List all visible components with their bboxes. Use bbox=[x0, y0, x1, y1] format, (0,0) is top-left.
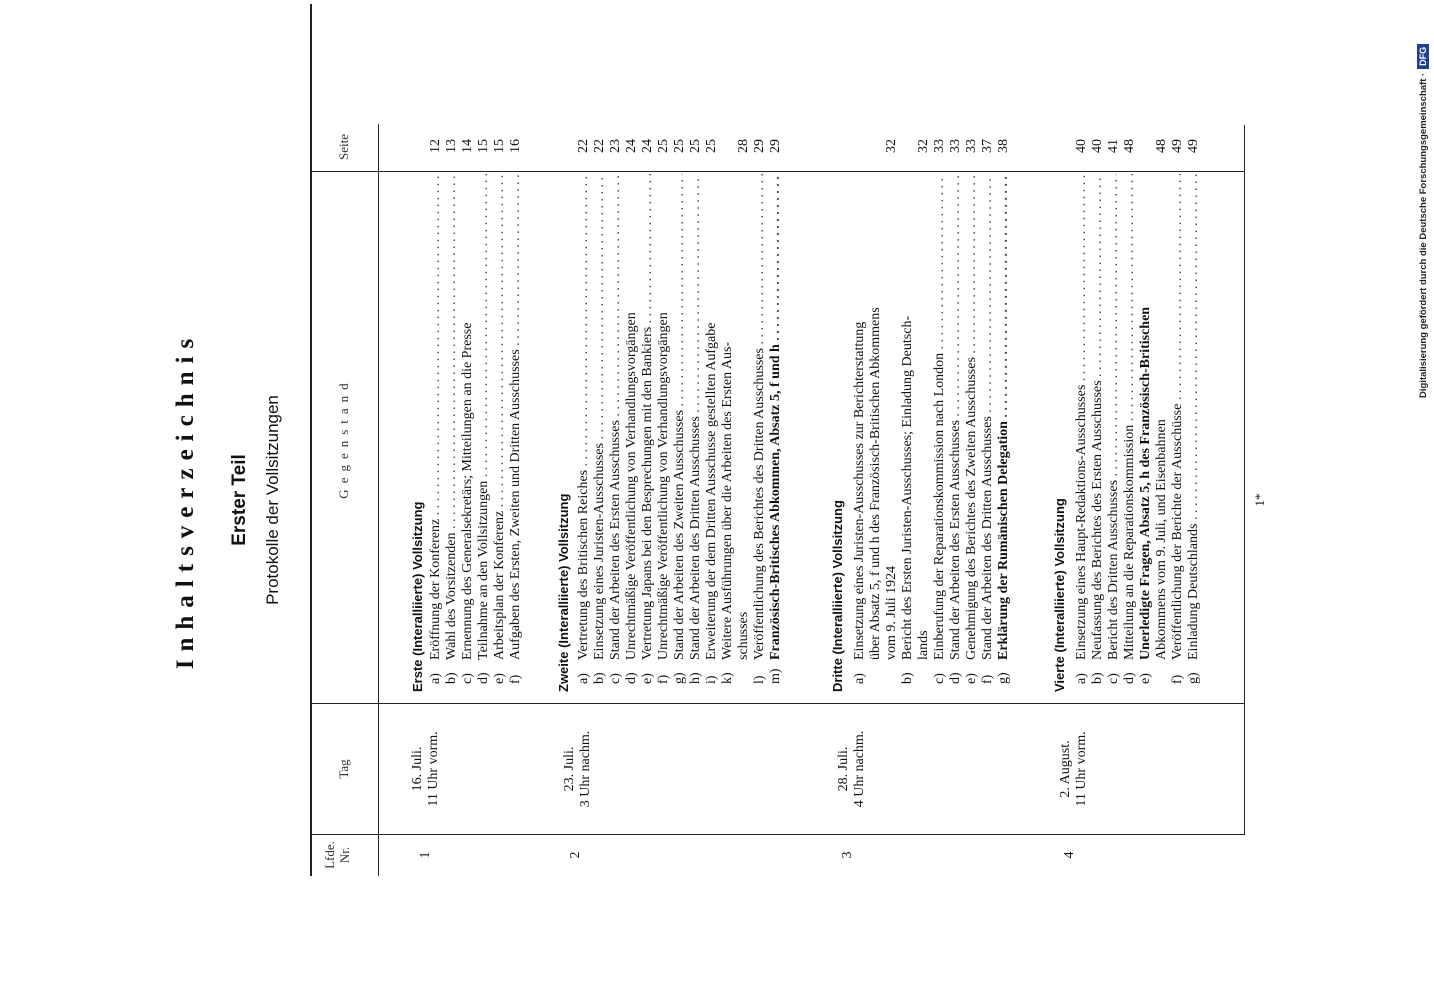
item-letter: f) bbox=[656, 674, 671, 684]
page-number: 25 bbox=[704, 139, 719, 153]
list-item bbox=[576, 174, 593, 684]
item-text: Unrechtmäßige Veröffentlichung von Verhandlungsvorgängen bbox=[656, 312, 671, 660]
col-divider-1 bbox=[310, 834, 1245, 835]
page-number: 37 bbox=[980, 139, 995, 153]
item-text: Genehmigung des Berichtes des Zweiten Ausschusses . . . bbox=[964, 174, 981, 660]
item-text: Erklärung der Rumänischen Delegation . . . bbox=[996, 174, 1013, 660]
session-2-date: 23. Juli. bbox=[562, 746, 577, 792]
page-number: 15 bbox=[492, 139, 507, 153]
part-subtitle: Protokolle der Vollsitzungen bbox=[263, 395, 282, 605]
page-number: 48 bbox=[1154, 139, 1169, 153]
list-item bbox=[752, 174, 769, 684]
page-number: 14 bbox=[460, 139, 475, 153]
list-item bbox=[1138, 174, 1155, 684]
list-item bbox=[1122, 174, 1139, 684]
item-letter: l) bbox=[752, 675, 767, 684]
col-header-seite: Seite bbox=[336, 134, 351, 160]
item-text: Eröffnung der Konferenz . . . bbox=[428, 174, 445, 660]
session-4-date: 2. August. bbox=[1058, 740, 1073, 798]
table-header-rule bbox=[378, 124, 379, 876]
page-number: 40 bbox=[1074, 139, 1089, 153]
item-letter: i) bbox=[704, 675, 719, 684]
session-4-title: Vierte (Interalliierte) Vollsitzung bbox=[1052, 498, 1067, 692]
session-3-title: Dritte (Interalliierte) Vollsitzung bbox=[830, 500, 845, 692]
session-4-nr: 4 bbox=[1062, 851, 1077, 859]
col-divider-3 bbox=[310, 171, 1245, 172]
item-letter: h) bbox=[688, 672, 703, 684]
page-number: 25 bbox=[672, 139, 687, 153]
list-item bbox=[508, 174, 525, 684]
session-3-time: 4 Uhr nachm. bbox=[852, 730, 867, 808]
list-item bbox=[1170, 174, 1187, 684]
page-number: 25 bbox=[688, 139, 703, 153]
page-number: 29 bbox=[768, 139, 783, 153]
page-number: 49 bbox=[1186, 139, 1201, 153]
session-4-time: 11 Uhr vorm. bbox=[1074, 731, 1089, 807]
page-number: 22 bbox=[576, 139, 591, 153]
item-letter: f) bbox=[1170, 674, 1185, 684]
item-text: Einsetzung eines Juristen-Ausschusses zur Berichterstattung bbox=[852, 321, 867, 660]
item-text: Veröffentlichung der Berichte der Ausschüsse . . . bbox=[1170, 174, 1187, 660]
item-letter: e) bbox=[1138, 673, 1153, 684]
session-2-title: Zweite (Interalliierte) Vollsitzung bbox=[556, 493, 571, 692]
page-number: 16 bbox=[508, 139, 523, 153]
page-number: 49 bbox=[1170, 139, 1185, 153]
item-letter: a) bbox=[1074, 673, 1089, 684]
item-text: Erweiterung der dem Dritten Ausschusse gestellten Aufgabe bbox=[704, 322, 719, 660]
item-letter: e) bbox=[640, 673, 655, 684]
page-number: 15 bbox=[476, 139, 491, 153]
list-item bbox=[964, 174, 981, 684]
item-text: Mitteilung an die Reparationskommission . . . bbox=[1122, 174, 1139, 660]
item-continuation: Abkommens vom 9. Juli, und Eisenbahnen bbox=[1154, 419, 1169, 660]
page-number: 40 bbox=[1090, 139, 1105, 153]
item-text: Französisch-Britisches Abkommen, Absatz 5, f und h . . . bbox=[768, 174, 785, 660]
session-3-date: 28. Juli. bbox=[836, 746, 851, 792]
page-number: 23 bbox=[608, 139, 623, 153]
item-text: Einberufung der Reparationskommission nach London . . . bbox=[932, 174, 949, 660]
page-number: 33 bbox=[932, 139, 947, 153]
session-1-nr: 1 bbox=[418, 851, 433, 859]
page-footnote: 1* bbox=[1252, 493, 1267, 507]
item-text: Aufgaben des Ersten, Zweiten und Dritten Ausschusses . . . bbox=[508, 174, 525, 660]
list-item bbox=[1106, 174, 1123, 684]
item-letter: c) bbox=[1106, 673, 1121, 684]
item-letter: m) bbox=[768, 668, 783, 684]
col-header-tag: Tag bbox=[336, 759, 351, 779]
table-bottom-rule bbox=[1244, 125, 1245, 835]
page-number: 32 bbox=[884, 139, 899, 153]
page-number: 25 bbox=[656, 139, 671, 153]
list-item bbox=[592, 174, 609, 684]
item-letter: k) bbox=[720, 672, 735, 684]
item-text: Stand der Arbeiten des Dritten Ausschusses . . . bbox=[688, 174, 705, 660]
page-number: 22 bbox=[592, 139, 607, 153]
session-1-title: Erste (Interalliierte) Vollsitzung bbox=[410, 501, 425, 692]
session-2-time: 3 Uhr nachm. bbox=[578, 730, 593, 808]
list-item bbox=[996, 174, 1013, 684]
item-text: Bericht des Ersten Juristen-Ausschusses; Einladung Deutsch- bbox=[900, 315, 915, 660]
col-header-gegenstand: Gegenstand bbox=[336, 377, 351, 499]
item-letter: g) bbox=[996, 672, 1011, 684]
item-text: Stand der Arbeiten des Zweiten Ausschusses . . . bbox=[672, 174, 689, 660]
list-item bbox=[852, 174, 869, 684]
session-2-nr: 2 bbox=[568, 851, 583, 859]
item-text: Teilnahme an den Vollsitzungen . . . bbox=[476, 174, 493, 660]
item-text: Ernennung des Generalsekretärs; Mitteilungen an die Presse bbox=[460, 322, 475, 660]
list-item bbox=[492, 174, 509, 684]
item-text: Wahl des Vorsitzenden . . . bbox=[444, 174, 461, 660]
item-continuation: über Absatz 5, f und h des Französisch-Britischen Abkommens bbox=[868, 307, 883, 660]
item-letter: d) bbox=[624, 672, 639, 684]
session-1-time: 11 Uhr vorm. bbox=[426, 731, 441, 807]
page-number: 28 bbox=[736, 139, 751, 153]
document-title: Inhaltsverzeichnis bbox=[172, 330, 199, 670]
item-letter: b) bbox=[1090, 672, 1105, 684]
page-number: 13 bbox=[444, 139, 459, 153]
list-item bbox=[932, 174, 949, 684]
item-text: Weitere Ausführungen über die Arbeiten des Ersten Aus- bbox=[720, 341, 735, 660]
item-letter: d) bbox=[948, 672, 963, 684]
item-letter: b) bbox=[592, 672, 607, 684]
item-letter: g) bbox=[672, 672, 687, 684]
item-letter: e) bbox=[964, 673, 979, 684]
item-letter: c) bbox=[608, 673, 623, 684]
list-item bbox=[656, 174, 673, 684]
list-item bbox=[688, 174, 705, 684]
session-1-date: 16. Juli. bbox=[410, 746, 425, 792]
list-item bbox=[768, 174, 785, 684]
list-item bbox=[900, 174, 917, 684]
list-item bbox=[476, 174, 493, 684]
page-number: 29 bbox=[752, 139, 767, 153]
list-item bbox=[720, 174, 737, 684]
list-item bbox=[980, 174, 997, 684]
list-item bbox=[640, 174, 657, 684]
sidebar-credit bbox=[1408, 8, 1434, 398]
list-item bbox=[624, 174, 641, 684]
list-item bbox=[428, 174, 445, 684]
page-number: 32 bbox=[916, 139, 931, 153]
item-letter: g) bbox=[1186, 672, 1201, 684]
item-text: Unerledigte Fragen, Absatz 5, h des Französisch-Britischen bbox=[1138, 306, 1153, 660]
item-text: Stand der Arbeiten des Dritten Ausschusses . . . bbox=[980, 174, 997, 660]
item-letter: f) bbox=[508, 674, 523, 684]
item-text: Einsetzung eines Haupt-Redaktions-Ausschusses . . . bbox=[1074, 174, 1091, 660]
item-letter: a) bbox=[428, 673, 443, 684]
item-letter: a) bbox=[576, 673, 591, 684]
list-item bbox=[672, 174, 689, 684]
list-item bbox=[1090, 174, 1107, 684]
item-text: Bericht des Dritten Ausschusses . . . bbox=[1106, 174, 1123, 660]
list-item bbox=[608, 174, 625, 684]
session-3-nr: 3 bbox=[840, 851, 855, 859]
list-item bbox=[948, 174, 965, 684]
item-letter: f) bbox=[980, 674, 995, 684]
list-item bbox=[460, 174, 477, 684]
item-letter: b) bbox=[900, 672, 915, 684]
page-number: 24 bbox=[624, 139, 639, 153]
item-continuation: schusses bbox=[736, 611, 751, 660]
item-letter: a) bbox=[852, 673, 867, 684]
dfg-logo: DFG bbox=[1417, 44, 1429, 69]
item-text: Vertretung des Britischen Reiches . . . bbox=[576, 174, 593, 660]
item-letter: d) bbox=[1122, 672, 1137, 684]
list-item bbox=[704, 174, 721, 684]
page-number: 33 bbox=[964, 139, 979, 153]
item-text: Veröffentlichung des Berichtes des Dritten Ausschusses . . . bbox=[752, 174, 769, 660]
list-item bbox=[444, 174, 461, 684]
page-number: 12 bbox=[428, 139, 443, 153]
item-continuation: vom 9. Juli 1924 bbox=[884, 565, 899, 660]
item-text: Neufassung des Berichtes des Ersten Ausschusses . . . bbox=[1090, 174, 1107, 660]
item-letter: c) bbox=[460, 673, 475, 684]
credit-text: Digitalisierung gefördert durch die Deutsche Forschungsgemeinschaft · bbox=[1417, 72, 1429, 398]
page-number: 48 bbox=[1122, 139, 1137, 153]
item-text: Einsetzung eines Juristen-Ausschusses . . . bbox=[592, 174, 609, 660]
item-letter: c) bbox=[932, 673, 947, 684]
list-item bbox=[1074, 174, 1091, 684]
item-continuation: lands bbox=[916, 630, 931, 660]
col-header-nr: Lfde. Nr. bbox=[322, 841, 352, 869]
table-top-rule bbox=[310, 4, 312, 876]
item-text: Vertretung Japans bei den Besprechungen mit den Bankiers . . . bbox=[640, 174, 657, 660]
list-item bbox=[1186, 174, 1203, 684]
page-number: 33 bbox=[948, 139, 963, 153]
item-text: Arbeitsplan der Konferenz . . . bbox=[492, 174, 509, 660]
item-letter: e) bbox=[492, 673, 507, 684]
page-number: 38 bbox=[996, 139, 1011, 153]
item-text: Stand der Arbeiten des Ersten Ausschusses . . . bbox=[608, 174, 625, 660]
part-heading: Erster Teil bbox=[229, 454, 250, 546]
page-number: 24 bbox=[640, 139, 655, 153]
page-number: 41 bbox=[1106, 139, 1121, 153]
item-text: Unrechtmäßige Veröffentlichung von Verhandlungsvorgängen bbox=[624, 312, 639, 660]
item-text: Stand der Arbeiten des Ersten Ausschusses . . . bbox=[948, 174, 965, 660]
col-divider-2 bbox=[310, 703, 1245, 704]
item-text: Einladung Deutschlands . . . bbox=[1186, 174, 1203, 660]
item-letter: b) bbox=[444, 672, 459, 684]
item-letter: d) bbox=[476, 672, 491, 684]
